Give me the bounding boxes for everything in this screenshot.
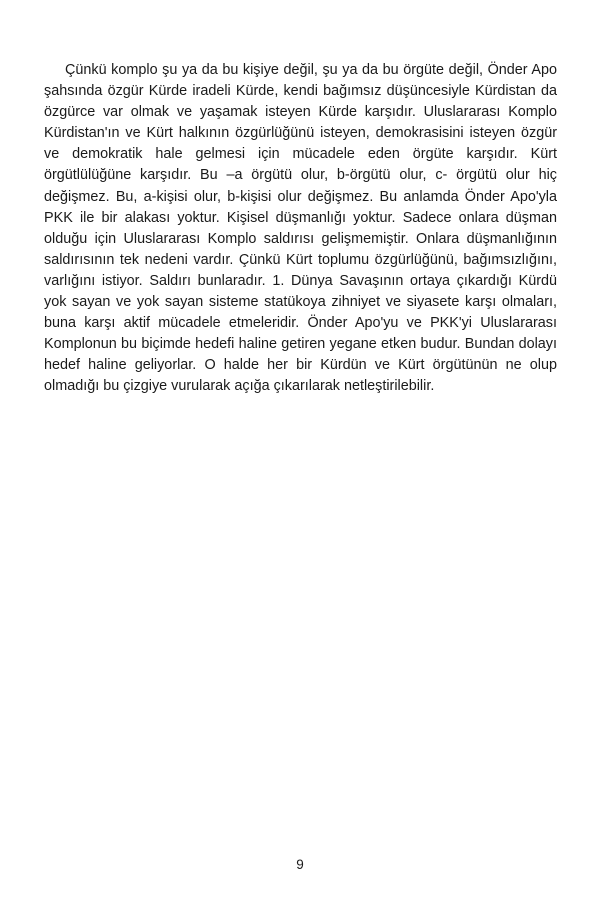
body-paragraph: Çünkü komplo şu ya da bu kişiye değil, şu ya da bu örgüte değil, Önder Apo şahsında özgür Kürde iradeli Kürde, kendi bağımsız düşüncesiyle Kürdistan da özgürce var olmak ve yaşamak isteyen Kürde karşıdır. Uluslararası Komplo Kürdistan'ın ve Kürt halkının özgürlüğünü isteyen, demokrasisini isteyen özgür ve demokratik hale gelmesi için mücadele eden örgüte karşıdır. Kürt örgütlülüğüne karşıdır. Bu –a örgütü olur, b-örgütü olur, c- örgütü olur hiç değişmez. Bu, a-kişisi olur, b-kişisi olur değişmez. Bu anlamda Önder Apo'yla PKK ile bir alakası yoktur. Kişisel düşmanlığı yoktur. Sadece onlara düşman olduğu için Uluslararası Komplo saldırısı gelişmemiştir. Onlara düşmanlığının saldırısının tek nedeni vardır. Çünkü Kürt toplumu özgürlüğünü, bağımsızlığını, varlığını istiyor. Saldırı bunlaradır. 1. Dünya Savaşının ortaya çıkardığı Kürdü yok sayan ve yok sayan sisteme statükoya zihniyet ve siyasete karşı olmaları, buna karşı aktif mücadele etmeleridir. Önder Apo'yu ve PKK'yi Uluslararası Komplonun bu biçimde hedefi haline getiren yegane etken budur. Bundan dolayı hedef haline geliyorlar. O halde her bir Kürdün ve Kürt örgütünün ne olup olmadığı bu çizgiye vurularak açığa çıkarılarak netleştirilebilir.	[44, 62, 561, 395]
page-content-area	[44, 60, 561, 398]
page-number: 9	[296, 857, 304, 872]
page-footer	[0, 856, 600, 874]
